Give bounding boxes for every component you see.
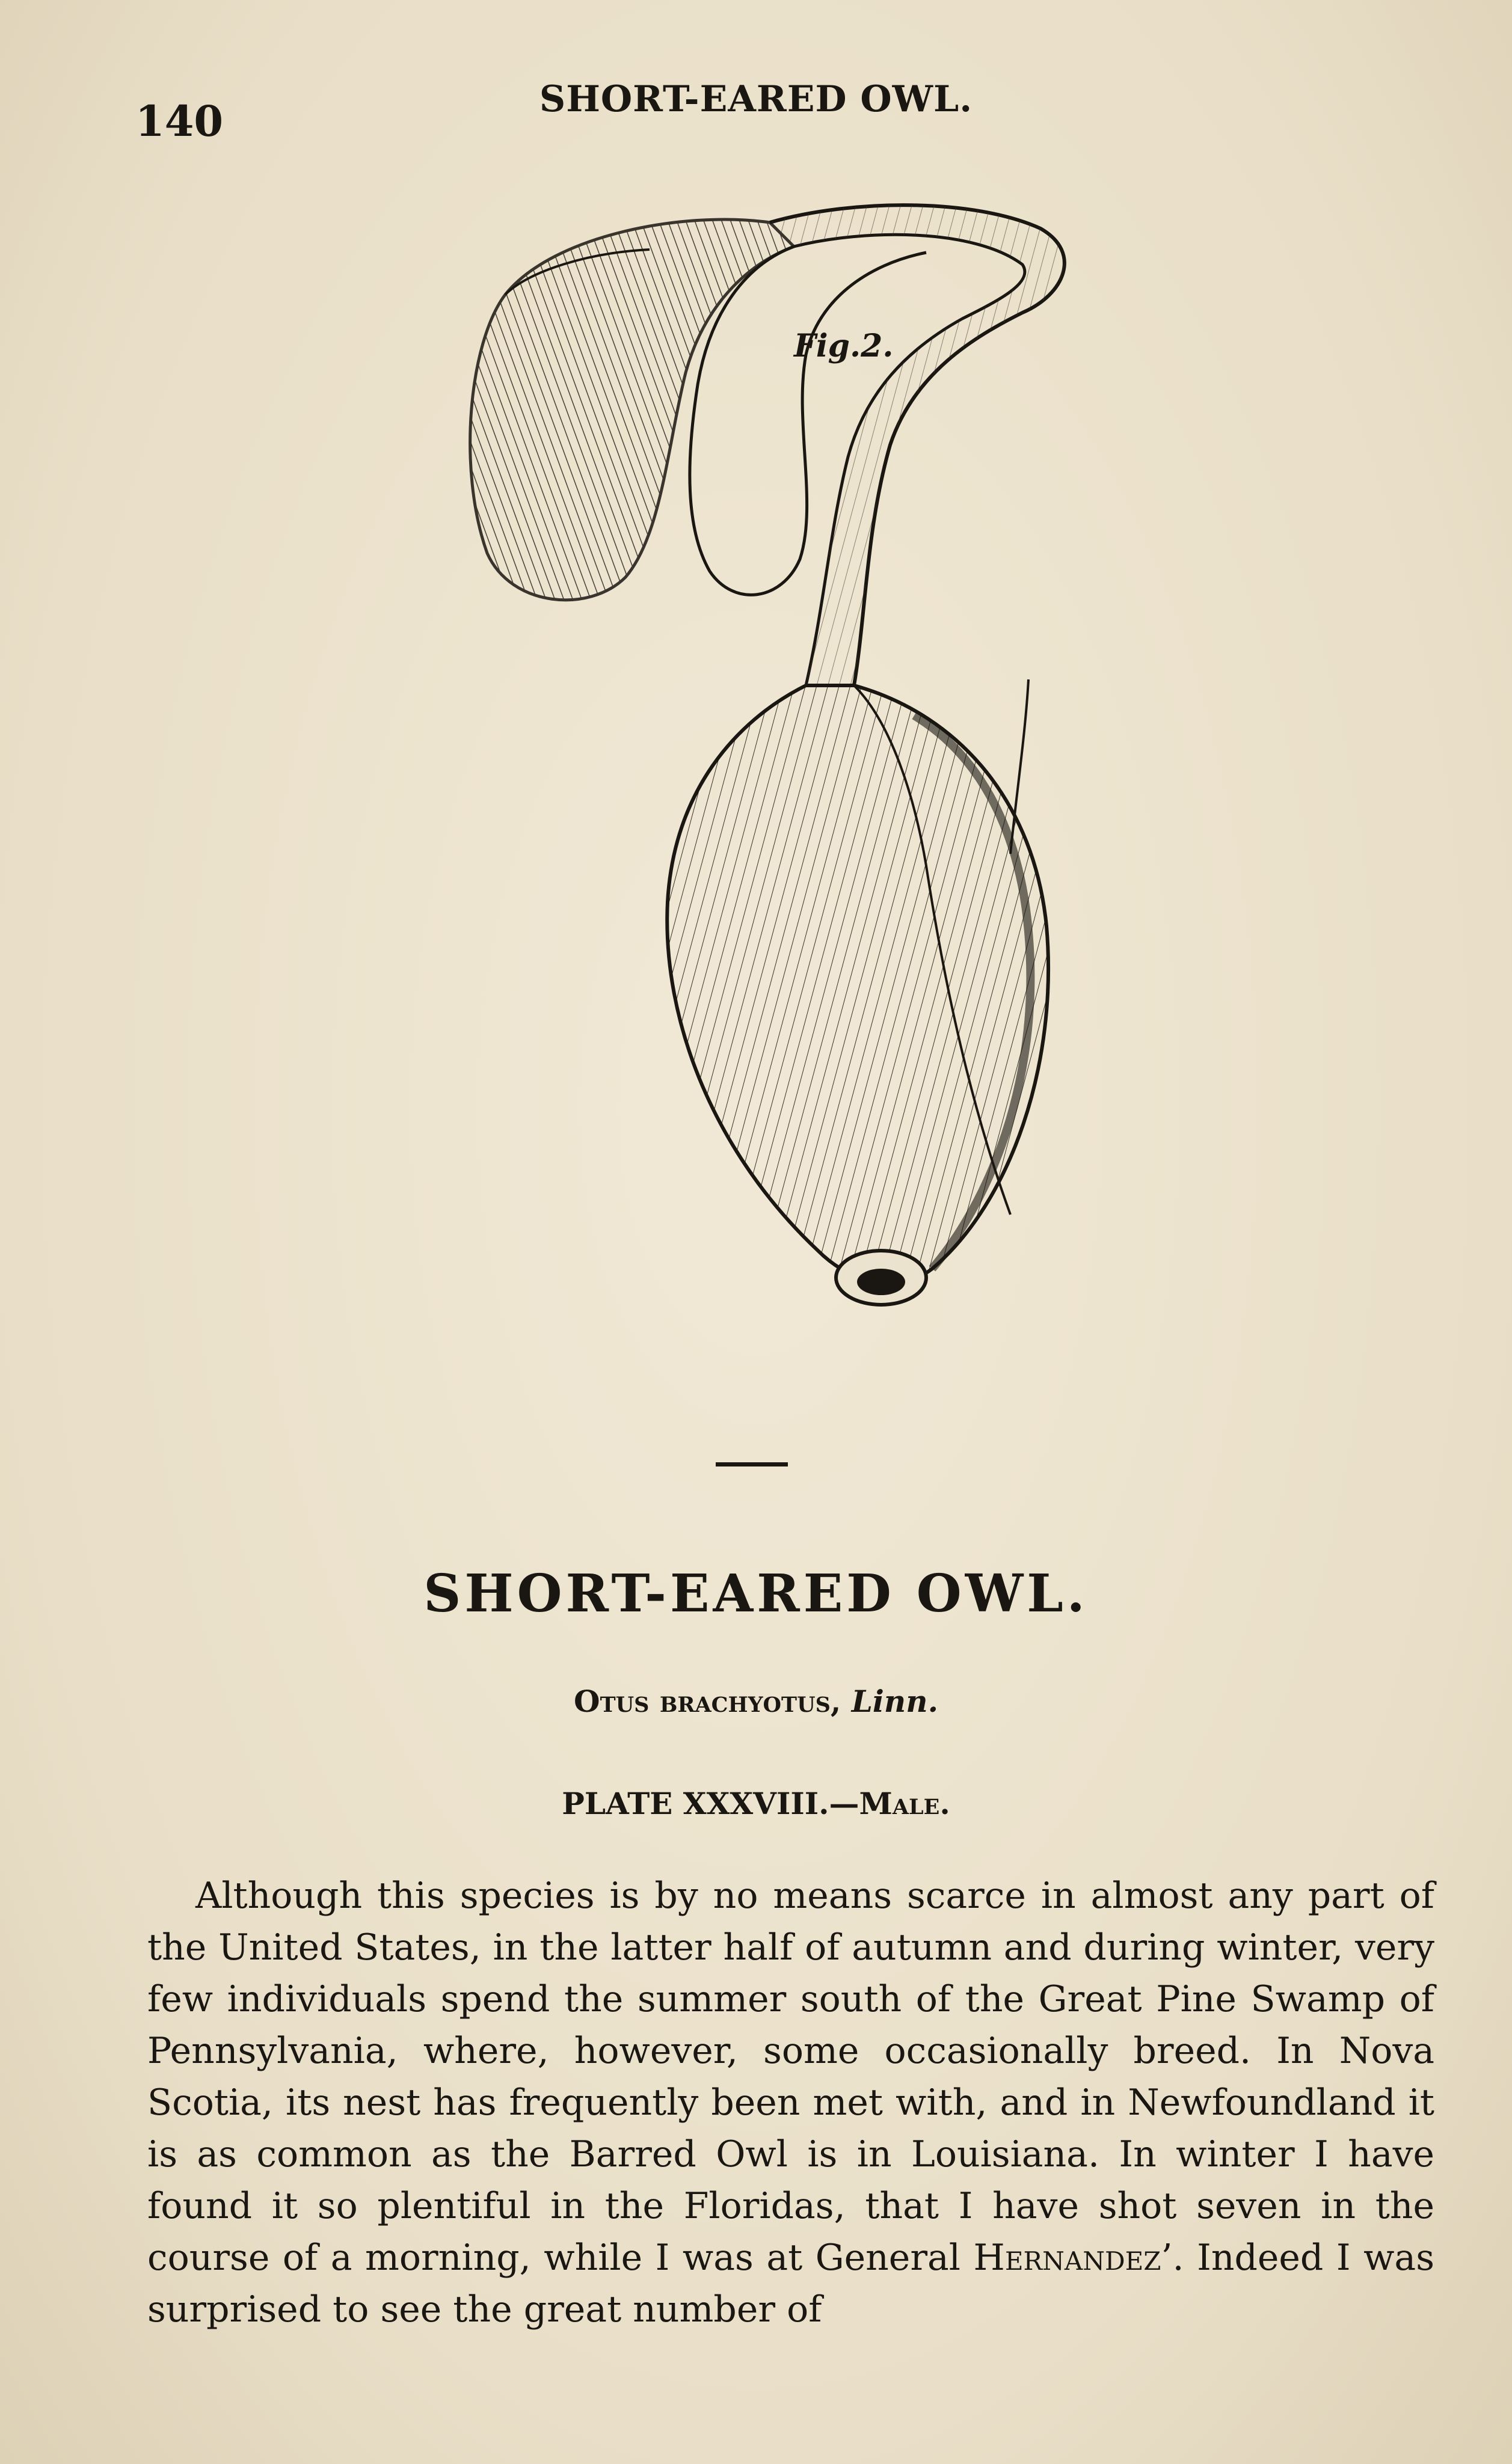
body-text-before: Although this species is by no means scarce in almost any part of the United States, in the latter half of autumn and during winter, very few individuals spend the summer south of the Great Pine Swamp of Pennsylvania, where, however, some occasionally breed. In Nova Scotia, its nest has frequently been met with, and in Newfoundland it is as common as the Barred Owl is in Louisiana. In winter I have found it so plentiful in the Floridas, that I have shot seven in the course of a morning, while I was at General [147,1875,1434,2279]
scientific-authority: Linn. [851,1684,938,1719]
section-divider [716,1462,788,1466]
body-name-caps: Hernandez [973,2237,1161,2279]
running-head [0,78,1512,146]
running-title: SHORT-EARED OWL. [539,78,973,120]
scientific-genus: Otus brachyotus [574,1684,831,1719]
scientific-separator: , [830,1684,852,1719]
page-number: 140 [135,96,224,146]
figure-label: Fig.2. [794,328,894,364]
plate-line: PLATE XXXVIII.—Male. [562,1786,950,1821]
scientific-name [0,1684,1512,1719]
trachea-illustration [433,192,1215,1371]
section-title: SHORT-EARED OWL. [423,1563,1089,1624]
body-text-after: ’. Indeed I was surprised to see the great number of [147,2237,1434,2331]
trachea-loop-outer [470,219,794,600]
body-paragraph [147,1870,1434,2335]
trachea-top-tube [770,205,1065,685]
syrinx-bulb [667,685,1048,1283]
